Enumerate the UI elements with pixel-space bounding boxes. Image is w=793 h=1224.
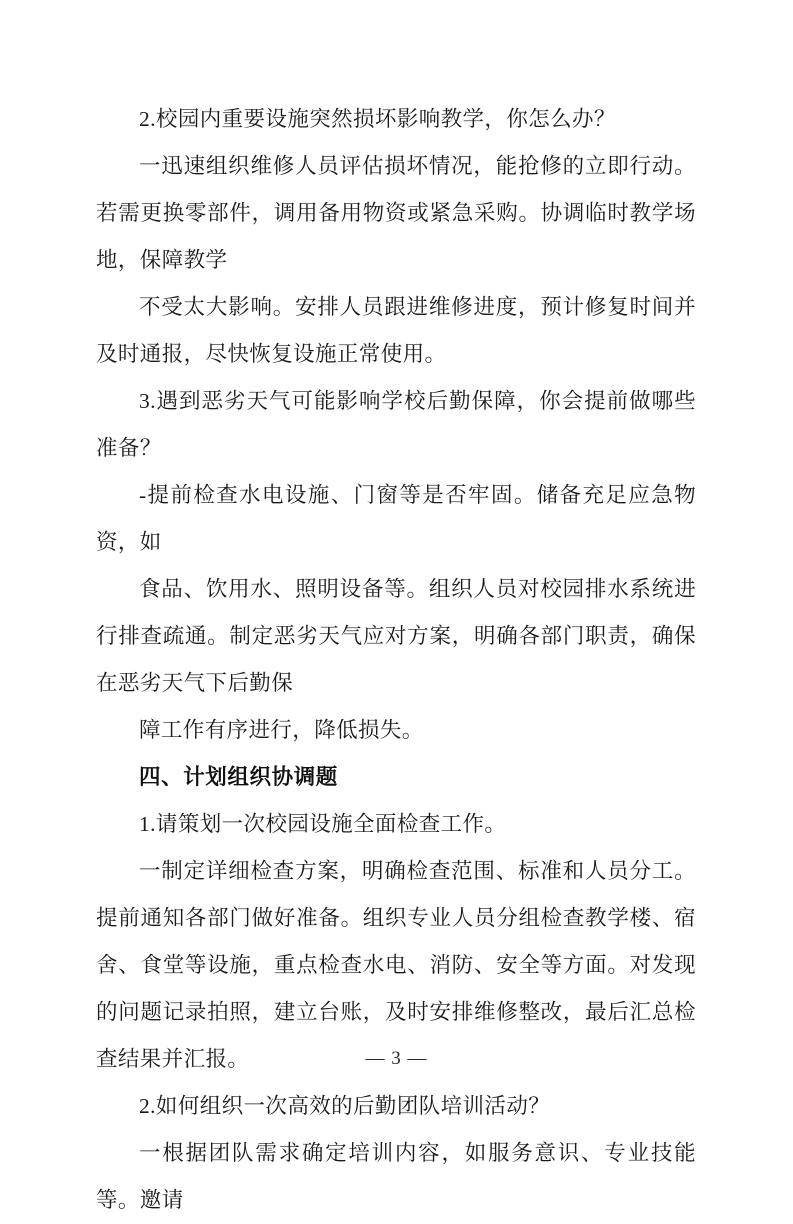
section-heading: 四、计划组织协调题 [139,765,338,789]
paragraph: 不受太大影响。安排人员跟进维修进度，预计修复时间并及时通报，尽快恢复设施正常使用。 [96,295,696,366]
page-number: — 3 — [365,1048,428,1069]
paragraph: 一根据团队需求确定培训内容，如服务意识、专业技能等。邀请 [96,1141,696,1212]
paragraph: 2.如何组织一次高效的后勤团队培训活动？ [139,1094,551,1118]
paragraph: 食品、饮用水、照明设备等。组织人员对校园排水系统进行排查疏通。制定恶劣天气应对方案，明确各部门职责，确保在恶劣天气下后勤保 [96,577,696,695]
paragraph: 1.请策划一次校园设施全面检查工作。 [139,812,507,836]
page-footer [0,1048,793,1070]
paragraph: 3.遇到恶劣天气可能影响学校后勤保障，你会提前做哪些准备？ [96,389,696,460]
paragraph: 一迅速组织维修人员评估损坏情况，能抢修的立即行动。若需更换零部件，调用备用物资或紧急采购。协调临时教学场地，保障教学 [96,154,696,272]
paragraph: 障工作有序进行，降低损失。 [139,718,424,742]
paragraph: 2.校园内重要设施突然损坏影响教学，你怎么办？ [139,107,616,131]
paragraph: 一制定详细检查方案，明确检查范围、标准和人员分工。提前通知各部门做好准备。组织专业人员分组检查教学楼、宿舍、食堂等设施，重点检查水电、消防、安全等方面。对发现的问题记录拍照，建立台账，及时安排维修整改，最后汇总检查结果并汇报。 [96,859,696,1071]
paragraph: -提前检查水电设施、门窗等是否牢固。储备充足应急物资，如 [96,483,696,554]
